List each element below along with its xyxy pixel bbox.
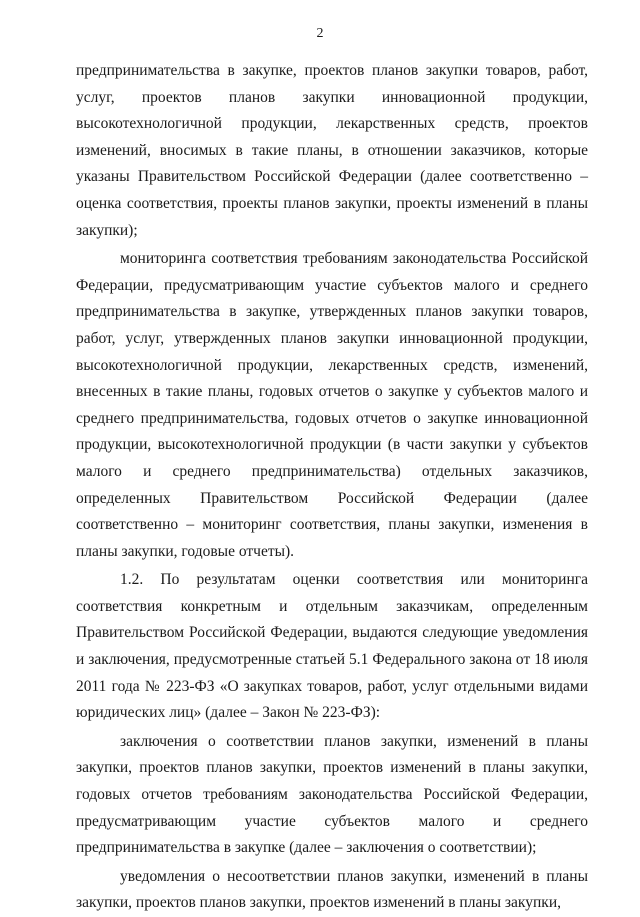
paragraph-monitoring: мониторинга соответствия требованиям законодательства Российской Федерации, предусматривающим участие субъектов малого и среднего предпринимательства в закупке, утвержденных планов закупки товаров, работ, услуг, утвержденных планов закупки инновационной продукции, высокотехнологичной продукции, лекарственных средств, изменений, внесенных в такие планы, годовых отчетов о закупке у субъектов малого и среднего предпринимательства, годовых отчетов о закупке инновационной продукции, высокотехнологичной продукции (в части закупки у субъектов малого и среднего предпринимательства) отдельных заказчиков, определенных Правительством Российской Федерации (далее соответственно – мониторинг соответствия, планы закупки, изменения в планы закупки, годовые отчеты). xyxy=(76,250,588,560)
page-number: 2 xyxy=(316,26,324,41)
document-body xyxy=(76,58,588,917)
paragraph-notifications: уведомления о несоответствии планов закупки, изменений в планы закупки, проектов планов закупки, проектов изменений в планы закупки, xyxy=(76,867,588,912)
paragraph-continuation: предпринимательства в закупке, проектов планов закупки товаров, работ, услуг, проектов планов закупки инновационной продукции, высокотехнологичной продукции, лекарственных средств, проектов изменений, вносимых в такие планы, в отношении заказчиков, которые указаны Правительством Российской Федерации (далее соответственно – оценка соответствия, проекты планов закупки, проекты изменений в планы закупки); xyxy=(76,62,588,239)
paragraph-conclusions: заключения о соответствии планов закупки, изменений в планы закупки, проектов планов закупки, проектов изменений в планы закупки, годовых отчетов требованиям законодательства Российской Федерации, предусматривающим участие субъектов малого и среднего предпринимательства в закупке (далее – заключения о соответствии); xyxy=(76,732,588,857)
paragraph-section-1-2: 1.2. По результатам оценки соответствия или мониторинга соответствия конкретным и отдельным заказчикам, определенным Правительством Российской Федерации, выдаются следующие уведомления и заключения, предусмотренные статьей 5.1 Федерального закона от 18 июля 2011 года № 223-ФЗ «О закупках товаров, работ, услуг отдельными видами юридических лиц» (далее – Закон № 223-ФЗ): xyxy=(76,571,588,722)
